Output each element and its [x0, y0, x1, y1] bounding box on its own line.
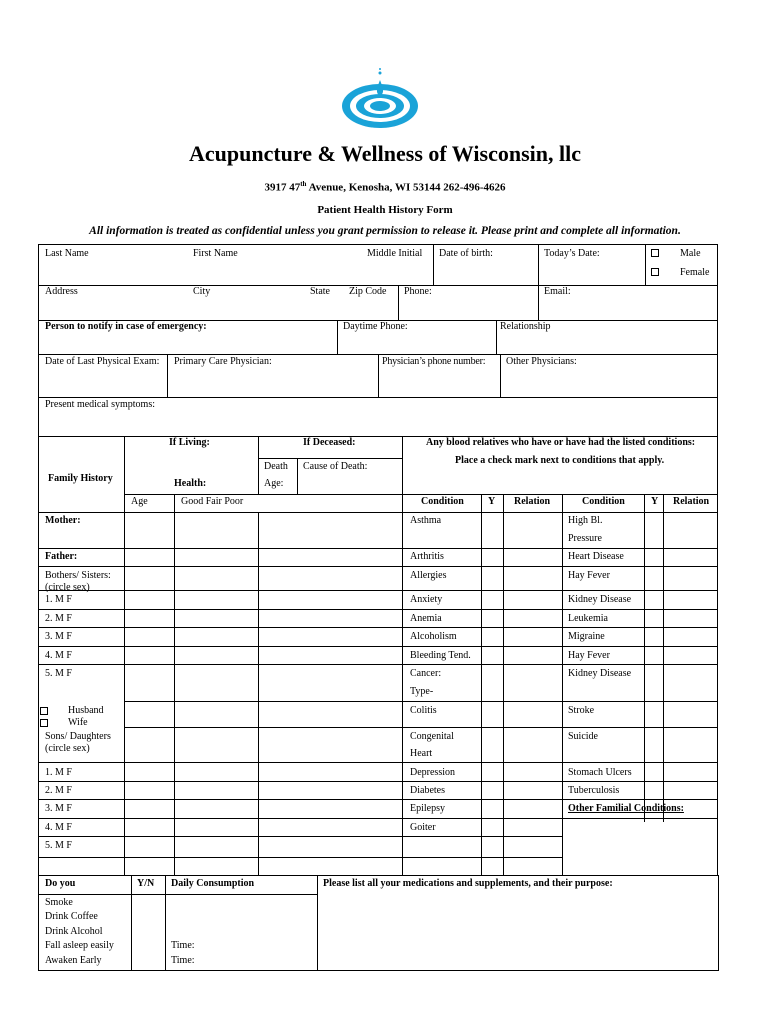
check-instruction: Place a check mark next to conditions that apply. — [455, 455, 665, 466]
condition-allergies: Allergies — [410, 570, 447, 581]
condition-header-right: Condition — [582, 496, 625, 507]
form-name: Patient Health History Form — [317, 204, 453, 216]
condition-depression: Depression — [410, 767, 455, 778]
condition-stomach-ulcers: Stomach Ulcers — [568, 767, 632, 778]
condition-goiter: Goiter — [410, 822, 436, 833]
clinic-address: 3917 47th Avenue, Kenosha, WI 53144 262-496-4626 — [264, 180, 506, 194]
habit-fall-asleep: Fall asleep easily — [45, 940, 114, 951]
child-row-4: 4. M F — [45, 822, 72, 833]
death-age-header: Age: — [264, 478, 284, 489]
confidentiality-notice: All information is treated as confidential unless you grant permission to release it. Please print and complete all information. — [89, 225, 681, 237]
daytime-phone-field[interactable]: Daytime Phone: — [343, 321, 408, 332]
first-name-field[interactable]: First Name — [193, 248, 238, 259]
child-row-1: 1. M F — [45, 767, 72, 778]
y-header-right: Y — [651, 496, 659, 507]
child-row-2: 2. M F — [45, 785, 72, 796]
dob-field[interactable]: Date of birth: — [439, 248, 493, 259]
condition-anxiety: Anxiety — [410, 594, 443, 605]
habit-awaken-early: Awaken Early — [45, 955, 102, 966]
state-field[interactable]: State — [310, 286, 330, 297]
if-deceased-header: If Deceased: — [303, 437, 356, 448]
condition-heart: Heart — [410, 748, 433, 759]
last-physical-field[interactable]: Date of Last Physical Exam: — [45, 356, 160, 367]
siblings-circle-sex: (circle sex) — [45, 582, 90, 593]
male-label: Male — [680, 248, 701, 259]
condition-hay-fever-2: Hay Fever — [568, 650, 610, 661]
cause-of-death-header: Cause of Death: — [303, 461, 368, 472]
condition-arthritis: Arthritis — [410, 551, 444, 562]
mother-label: Mother: — [45, 515, 81, 526]
relatives-header: Any blood relatives who have or have had the listed conditions: — [426, 437, 696, 448]
condition-colitis: Colitis — [410, 705, 437, 716]
habit-smoke: Smoke — [45, 897, 73, 908]
todays-date-field[interactable]: Today’s Date: — [544, 248, 600, 259]
other-physicians-field[interactable]: Other Physicians: — [506, 356, 577, 367]
condition-cancer-type: Type- — [410, 686, 434, 697]
condition-high-bp-2: Pressure — [568, 533, 602, 544]
condition-header-left: Condition — [421, 496, 464, 507]
habit-coffee: Drink Coffee — [45, 911, 98, 922]
medications-header: Please list all your medications and supplements, and their purpose: — [323, 878, 613, 889]
male-checkbox[interactable] — [651, 249, 659, 257]
clinic-title: Acupuncture & Wellness of Wisconsin, llc — [189, 141, 581, 166]
health-options-header: Good Fair Poor — [181, 496, 244, 507]
time-field-1[interactable]: Time: — [171, 940, 195, 951]
condition-hay-fever: Hay Fever — [568, 570, 610, 581]
condition-kidney-disease-2: Kidney Disease — [568, 668, 632, 679]
condition-cancer: Cancer: — [410, 668, 442, 679]
condition-tuberculosis: Tuberculosis — [568, 785, 620, 796]
child-row-5: 5. M F — [45, 840, 72, 851]
primary-care-field[interactable]: Primary Care Physician: — [174, 356, 272, 367]
family-history-label: Family History — [48, 473, 113, 484]
do-you-header: Do you — [45, 878, 76, 889]
condition-high-bp: High Bl. — [568, 515, 603, 526]
if-living-header: If Living: — [169, 437, 210, 448]
email-field[interactable]: Email: — [544, 286, 571, 297]
female-label: Female — [680, 267, 710, 278]
condition-suicide: Suicide — [568, 731, 598, 742]
condition-kidney-disease: Kidney Disease — [568, 594, 632, 605]
condition-epilepsy: Epilepsy — [410, 803, 445, 814]
father-label: Father: — [45, 551, 78, 562]
children-circle-sex: (circle sex) — [45, 743, 90, 754]
time-field-2[interactable]: Time: — [171, 955, 195, 966]
condition-leukemia: Leukemia — [568, 613, 608, 624]
children-label: Sons/ Daughters — [45, 731, 111, 742]
age-header: Age — [131, 496, 148, 507]
habit-alcohol: Drink Alcohol — [45, 926, 103, 937]
address-field[interactable]: Address — [45, 286, 78, 297]
condition-asthma: Asthma — [410, 515, 442, 526]
sibling-row-4: 4. M F — [45, 650, 72, 661]
condition-heart-disease: Heart Disease — [568, 551, 624, 562]
yn-header: Y/N — [137, 878, 155, 889]
relation-header-left: Relation — [514, 496, 551, 507]
siblings-label: Bothers/ Sisters: — [45, 570, 111, 581]
condition-bleeding: Bleeding Tend. — [410, 650, 471, 661]
condition-stroke: Stroke — [568, 705, 595, 716]
death-header: Death — [264, 461, 288, 472]
husband-checkbox[interactable] — [40, 707, 48, 715]
health-header: Health: — [174, 478, 207, 489]
water-drop-logo — [335, 66, 425, 136]
last-name-field[interactable]: Last Name — [45, 248, 89, 259]
sibling-row-2: 2. M F — [45, 613, 72, 624]
condition-congenital: Congenital — [410, 731, 454, 742]
other-familial-conditions: Other Familial Conditions: — [568, 803, 684, 814]
child-row-3: 3. M F — [45, 803, 72, 814]
female-checkbox[interactable] — [651, 268, 659, 276]
condition-anemia: Anemia — [410, 613, 442, 624]
husband-label: Husband — [68, 705, 104, 716]
emergency-contact-field[interactable]: Person to notify in case of emergency: — [45, 321, 207, 332]
daily-consumption-header: Daily Consumption — [171, 878, 255, 889]
physician-phone-field[interactable]: Physician’s phone number: — [382, 356, 486, 367]
zip-field[interactable]: Zip Code — [349, 286, 387, 297]
middle-initial-field[interactable]: Middle Initial — [367, 248, 423, 259]
relationship-field[interactable]: Relationship — [500, 321, 551, 332]
city-field[interactable]: City — [193, 286, 211, 297]
condition-diabetes: Diabetes — [410, 785, 445, 796]
sibling-row-3: 3. M F — [45, 631, 72, 642]
condition-migraine: Migraine — [568, 631, 605, 642]
phone-field[interactable]: Phone: — [404, 286, 432, 297]
sibling-row-5: 5. M F — [45, 668, 72, 679]
relation-header-right: Relation — [673, 496, 710, 507]
y-header-left: Y — [488, 496, 496, 507]
wife-label: Wife — [68, 717, 88, 728]
sibling-row-1: 1. M F — [45, 594, 72, 605]
symptoms-field[interactable]: Present medical symptoms: — [45, 399, 155, 410]
wife-checkbox[interactable] — [40, 719, 48, 727]
condition-alcoholism: Alcoholism — [410, 631, 457, 642]
